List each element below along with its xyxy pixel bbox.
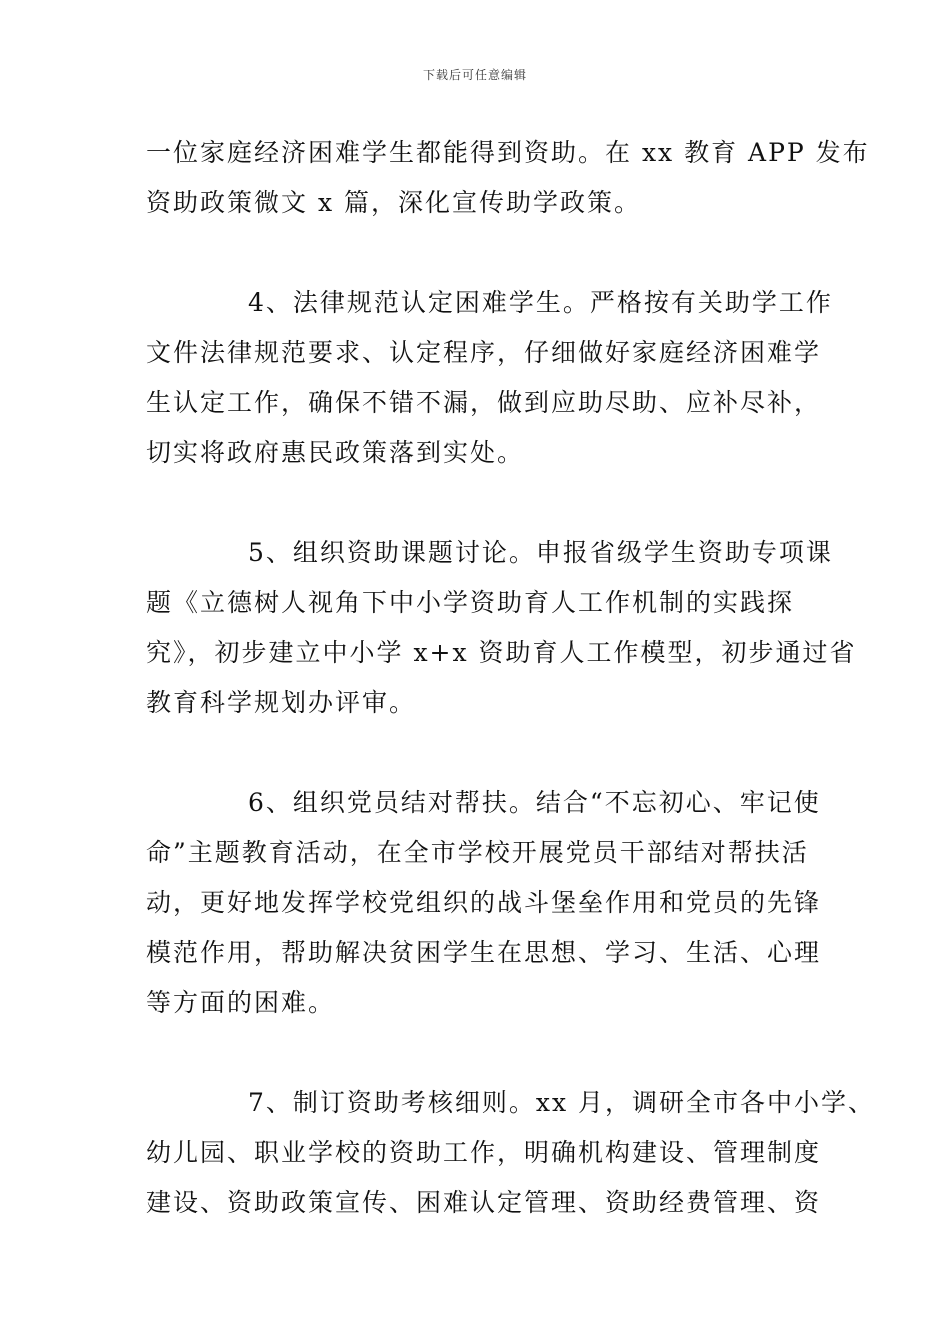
document-body [146, 128, 876, 1228]
paragraph-line: 6、组织党员结对帮扶。结合“不忘初心、牢记使 [248, 788, 821, 817]
paragraph-line: 5、组织资助课题讨论。申报省级学生资助专项课 [248, 538, 833, 567]
paragraph-line: 建设、资助政策宣传、困难认定管理、资助经费管理、资 [146, 1188, 822, 1217]
paragraph-line: 命”主题教育活动，在全市学校开展党员干部结对帮扶活 [146, 838, 809, 867]
paragraph-line: 动，更好地发挥学校党组织的战斗堡垒作用和党员的先锋 [146, 888, 822, 917]
paragraph-line: 究》，初步建立中小学 x+x 资助育人工作模型，初步通过省 [146, 638, 857, 667]
paragraph-item-5 [146, 528, 857, 728]
paragraph-line: 文件法律规范要求、认定程序，仔细做好家庭经济困难学 [146, 338, 822, 367]
paragraph-line: 题《立德树人视角下中小学资助育人工作机制的实践探 [146, 588, 795, 617]
paragraph-item-7 [146, 1078, 876, 1228]
paragraph-line: 资助政策微文 x 篇，深化宣传助学政策。 [146, 188, 641, 217]
paragraph-line: 切实将政府惠民政策落到实处。 [146, 438, 525, 467]
paragraph-item-4 [146, 278, 833, 478]
paragraph-line: 模范作用，帮助解决贫困学生在思想、学习、生活、心理 [146, 938, 822, 967]
paragraph-line: 4、法律规范认定困难学生。严格按有关助学工作 [248, 288, 833, 317]
header-note: 下载后可任意编辑 [422, 68, 527, 82]
paragraph-line: 幼儿园、职业学校的资助工作，明确机构建设、管理制度 [146, 1138, 822, 1167]
paragraph-line: 等方面的困难。 [146, 988, 336, 1017]
paragraph-1 [146, 128, 870, 228]
paragraph-line: 教育科学规划办评审。 [146, 688, 417, 717]
paragraph-line: 生认定工作，确保不错不漏，做到应助尽助、应补尽补， [146, 388, 822, 417]
paragraph-line: 7、制订资助考核细则。xx 月，调研全市各中小学、 [248, 1088, 876, 1117]
paragraph-item-6 [146, 778, 826, 1028]
paragraph-line: 一位家庭经济困难学生都能得到资助。在 xx 教育 APP 发布 [146, 138, 870, 167]
